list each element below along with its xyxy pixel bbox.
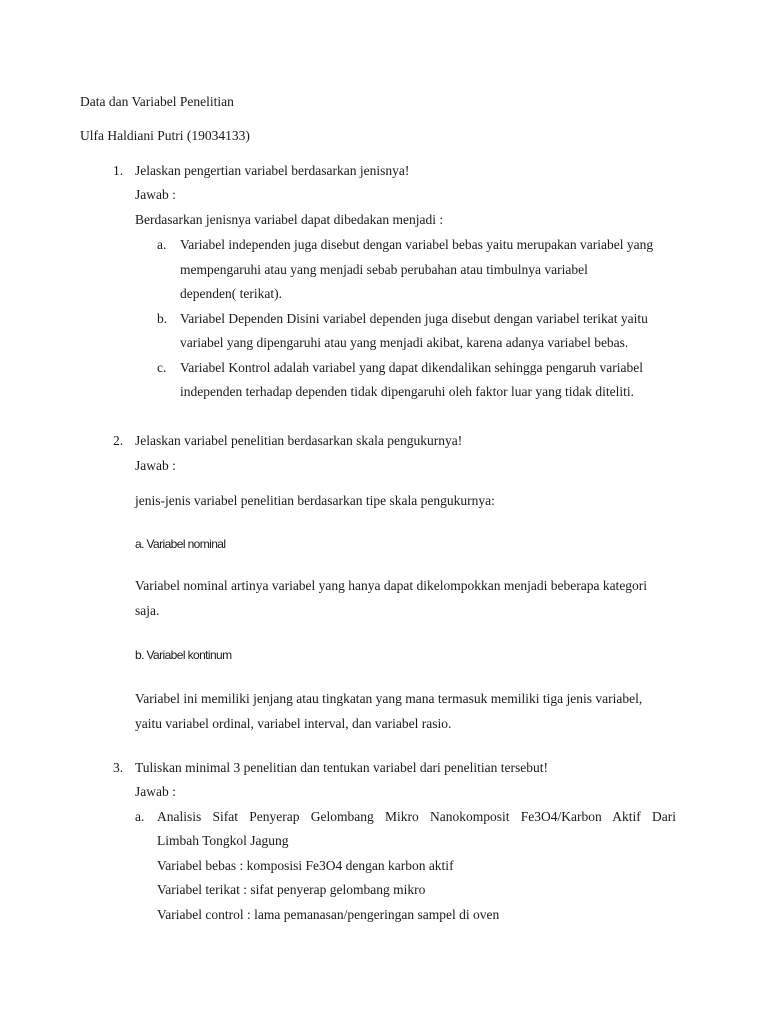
q3-variabel-control: Variabel control : lama pemanasan/pengeringan sampel di oven (157, 907, 500, 922)
q3-number: 3. (113, 760, 124, 775)
q2-nominal-line: Variabel nominal artinya variabel yang hanya dapat dikelompokkan menjadi beberapa kategori (135, 578, 648, 593)
q2-kontinum-line: yaitu variabel ordinal, variabel interval, dan variabel rasio. (135, 716, 452, 731)
q3-answer-label: Jawab : (135, 784, 176, 799)
q3-variabel-bebas: Variabel bebas : komposisi Fe3O4 dengan karbon aktif (157, 858, 454, 873)
q3-item-a-marker: a. (135, 809, 145, 824)
q2-answer-label: Jawab : (135, 458, 176, 473)
q3-question: Tuliskan minimal 3 penelitian dan tentukan variabel dari penelitian tersebut! (135, 760, 549, 775)
q1-answer-label: Jawab : (135, 187, 176, 202)
q3-item-a-title: Limbah Tongkol Jagung (157, 833, 289, 848)
q2-number: 2. (113, 433, 124, 448)
q1-item-a-line: mempengaruhi atau yang menjadi sebab perubahan atau timbulnya variabel (180, 262, 588, 277)
q1-item-c-line: Variabel Kontrol adalah variabel yang dapat dikendalikan sehingga pengaruh variabel (180, 360, 643, 375)
q2-question: Jelaskan variabel penelitian berdasarkan skala pengukurnya! (135, 433, 463, 448)
q2-kontinum-line: Variabel ini memiliki jenjang atau tingkatan yang mana termasuk memiliki tiga jenis variabel, (135, 691, 643, 706)
q3-item-a-title: Analisis Sifat Penyerap Gelombang Mikro Nanokomposit Fe3O4/Karbon Aktif Dari (157, 809, 676, 824)
q1-intro: Berdasarkan jenisnya variabel dapat dibedakan menjadi : (135, 212, 444, 227)
q2-intro: jenis-jenis variabel penelitian berdasarkan tipe skala pengukurnya: (135, 493, 495, 508)
author-line: Ulfa Haldiani Putri (19034133) (80, 128, 250, 143)
q1-item-c-marker: c. (157, 360, 167, 375)
q3-variabel-terikat: Variabel terikat : sifat penyerap gelombang mikro (157, 882, 426, 897)
q1-number: 1. (113, 163, 124, 178)
q2-kontinum-heading: b. Variabel kontinum (135, 648, 232, 662)
q1-item-b-marker: b. (157, 311, 168, 326)
q2-nominal-line: saja. (135, 603, 160, 618)
q1-question: Jelaskan pengertian variabel berdasarkan jenisnya! (135, 163, 410, 178)
q1-item-a-line: Variabel independen juga disebut dengan variabel bebas yaitu merupakan variabel yang (180, 237, 654, 252)
q1-item-c-line: independen terhadap dependen tidak dipengaruhi oleh faktor luar yang tidak diteliti. (180, 384, 634, 399)
q2-nominal-heading: a. Variabel nominal (135, 537, 226, 551)
q1-item-a-line: dependen( terikat). (180, 286, 282, 301)
q1-item-a-marker: a. (157, 237, 167, 252)
q1-item-b-line: variabel yang dipengaruhi atau yang menjadi akibat, karena adanya variabel bebas. (180, 335, 629, 350)
document-title: Data dan Variabel Penelitian (80, 94, 234, 109)
q1-item-b-line: Variabel Dependen Disini variabel dependen juga disebut dengan variabel terikat yaitu (180, 311, 648, 326)
